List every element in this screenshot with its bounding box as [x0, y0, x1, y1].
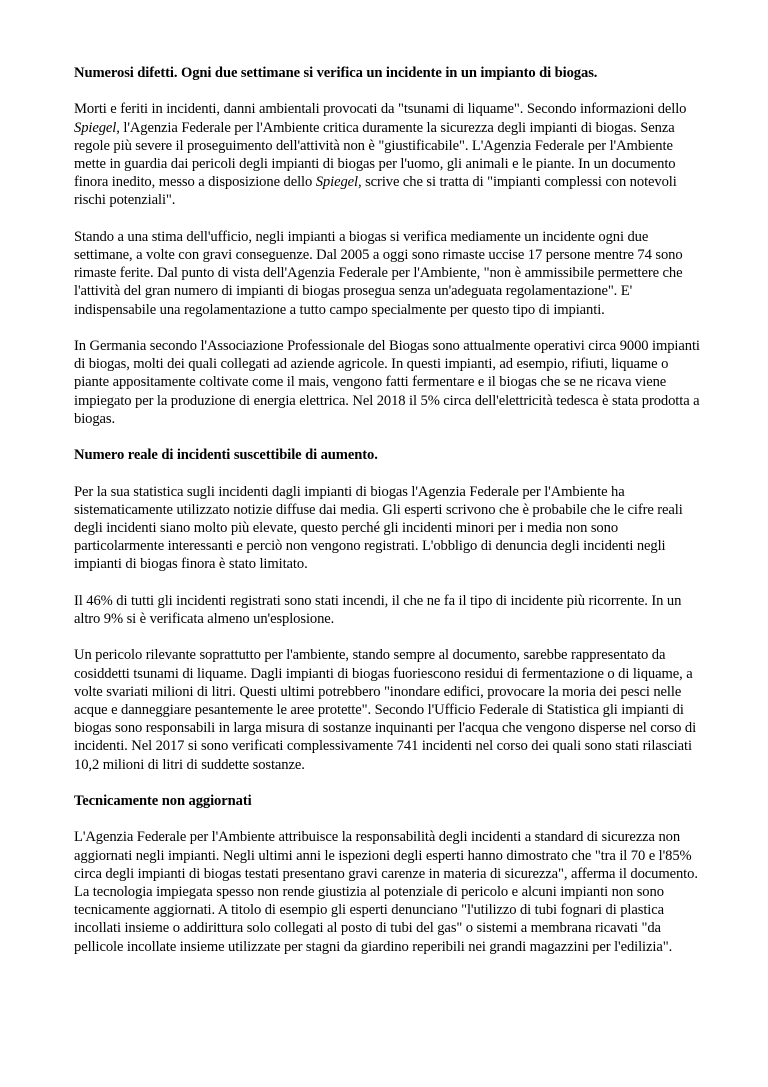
paragraph-statistica: Per la sua statistica sugli incidenti dagli impianti di biogas l'Agenzia Federale per l'Ambiente ha sistematicamente utilizzato notizie diffuse dai media. Gli esperti scrivono che è probabile che le cifre reali degli incidenti siano molto più elevate, questo perché gli incidenti minori per i media non sono particolarmente interessanti e perciò non vengono registrati. L'obbligo di denuncia degli incidenti negli impianti di biogas finora è stato limitato. — [74, 483, 683, 573]
paragraph-intro-text-c: , scrive che si tratta di "impianti complessi con notevoli rischi potenziali". — [74, 174, 677, 209]
paragraph-intro-text-b: , l'Agenzia Federale per l'Ambiente critica duramente la sicurezza degli impianti di biogas. Senza regole più severe il proseguimento dell'attività non è "giustificabile". L'Agenzia Federale per l'Ambiente mette in guardia dai pericoli degli impianti di biogas per l'uomo, gli animali e le piante. In un documento finora inedito, messo a disposizione dello — [74, 119, 676, 191]
paragraph-intro — [74, 100, 700, 209]
section-heading-tecnicamente: Tecnicamente non aggiornati — [74, 793, 252, 809]
paragraph-tsunami: Un pericolo rilevante soprattutto per l'ambiente, stando sempre al documento, sarebbe rappresentato da cosiddetti tsunami di liquame. Dagli impianti di biogas fuoriescono residui di fermentazione o di liquame, a volte svariati milioni di litri. Questi ultimi potrebbero "inondare edifici, provocare la moria dei pesci nelle acque e danneggiare pesantemente le aree protette". Secondo l'Ufficio Federale di Statistica gli impianti di biogas sono responsabili in larga misura di sostanze inquinanti per l'acqua che vengono disperse nel corso di incidenti. Nel 2017 si sono verificati complessivamente 741 incidenti nel corso dei quali sono stati rilasciati 10,2 milioni di litri di suddette sostanze. — [74, 647, 697, 773]
paragraph-incendi: Il 46% di tutti gli incidenti registrati sono stati incendi, il che ne fa il tipo di incidente più ricorrente. In un altro 9% si è verificata almeno un'esplosione. — [74, 592, 682, 627]
document-page — [74, 64, 700, 974]
section-heading-numero-reale: Numero reale di incidenti suscettibile di aumento. — [74, 447, 378, 464]
paragraph-germania: In Germania secondo l'Associazione Professionale del Biogas sono attualmente operativi circa 9000 impianti di biogas, molti dei quali collegati ad aziende agricole. In questi impianti, ad esempio, rifiuti, liquame o piante appositamente coltivate come il mais, vengono fatti fermentare e il biogas che se ne ricava viene impiegato per la produzione di energia elettrica. Nel 2018 il 5% circa dell'elettricità tedesca è stata prodotta a biogas. — [74, 338, 700, 427]
paragraph-standard: L'Agenzia Federale per l'Ambiente attribuisce la responsabilità degli incidenti a standard di sicurezza non aggiornati negli impianti. Negli ultimi anni le ispezioni degli esperti hanno dimostrato che "tra il 70 e l'85% circa degli impianti di biogas testati presentano gravi carenze in materia di sicurezza", afferma il documento. La tecnologia impiegata spesso non rende giustizia al potenziale di pericolo e alcuni impianti non sono tecnicamente aggiornati. A titolo di esempio gli esperti denunciano "l'utilizzo di tubi fognari di plastica incollati insieme o addirittura solo collegati al posto di tubi del gas" o sistemi a membrana ricavati "da pellicole incollate insieme utilizzate per stagni da giardino reperibili nei grandi magazzini per l'edilizia". — [74, 829, 698, 955]
paragraph-stima: Stando a una stima dell'ufficio, negli impianti a biogas si verifica mediamente un incidente ogni due settimane, a volte con gravi conseguenze. Dal 2005 a oggi sono rimaste uccise 17 persone mentre 74 sono rimaste ferite. Dal punto di vista dell'Agenzia Federale per l'Ambiente, "non è ammissibile permettere che l'attività del gran numero di impianti di biogas prosegua senza un'adeguata regolamentazione". E' indispensabile una regolamentazione a tutto campo specialmente per questo tipo di impianti. — [74, 228, 683, 318]
spiegel-mention-1: Spiegel — [74, 119, 117, 136]
spiegel-mention-2: Spiegel — [315, 174, 358, 191]
section-heading-difetti: Numerosi difetti. Ogni due settimane si verifica un incidente in un impianto di biogas. — [74, 65, 598, 81]
paragraph-intro-text-a: Morti e feriti in incidenti, danni ambientali provocati da "tsunami di liquame". Secondo informazioni dello — [74, 101, 687, 118]
